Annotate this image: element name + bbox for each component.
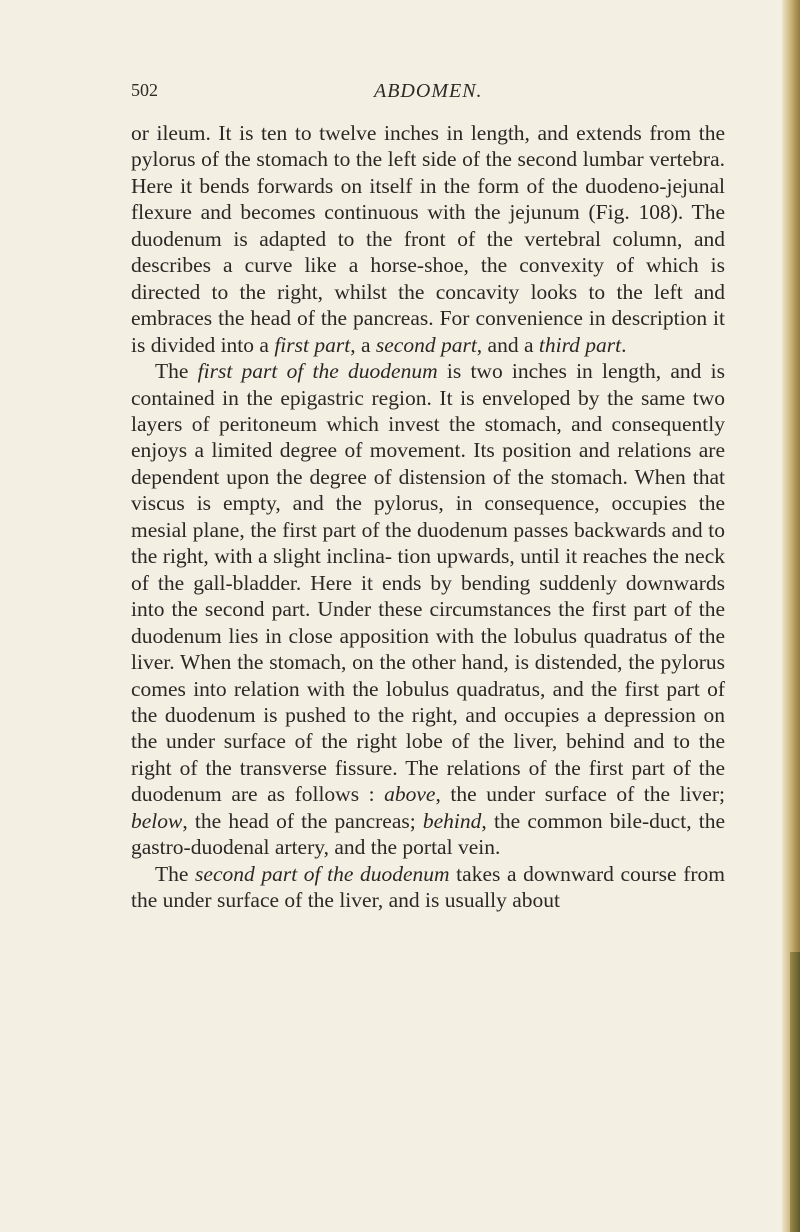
running-title: ABDOMEN. [374, 80, 483, 102]
text-run: or ileum. It is ten to twelve inches in length, and extends from the pylorus of the stomach to the left side of the second lumbar vertebra. Here it bends forwards on itself in the form of the duodeno-jejunal flexure and becomes continuous with the jejunum (Fig. 108). The duodenum is adapted to the front of the vertebral column, and describes a curve like a horse-shoe, the convexity of which is directed to the right, whilst the concavity looks to the left and embraces the head of the pancreas. For convenience in description it is divided into a [131, 121, 725, 357]
text-run: The [155, 359, 198, 384]
italic-term: third part [538, 332, 622, 357]
text-run: , and a [476, 332, 539, 357]
paragraph [131, 358, 725, 861]
text-run: , the head of the pancreas; [182, 808, 423, 833]
text-run: . [621, 332, 627, 357]
italic-term: second part [375, 332, 477, 357]
italic-term: first part [274, 332, 351, 357]
text-run: , the under surface of the liver; [435, 782, 725, 807]
italic-term: above [384, 782, 436, 807]
italic-term: first part of the duodenum [197, 359, 438, 384]
body-text [131, 120, 725, 914]
page-header [131, 80, 731, 106]
paragraph [131, 861, 725, 914]
text-run: The [155, 861, 196, 886]
paragraph [131, 120, 725, 358]
italic-term: second part of the duodenum [195, 861, 450, 886]
text-run: , the common bile-duct, the gastro-duodenal artery, and the portal vein. [131, 808, 725, 860]
text-run: is two inches in length, and is contained in the epigastric region. It is enveloped by the same two layers of peritoneum which invest the stomach, and consequently enjoys a limited degree of movement. Its position and relations are dependent upon the degree of distension of the stomach. When that viscus is empty, and the pylorus, in consequence, occupies the mesial plane, the first part of the duodenum passes backwards and to the right, with a slight inclina- tion upwards, until it reaches the neck of the gall-bladder. Here it ends by bending suddenly downwards into the second part. Under these circumstances the first part of the duodenum lies in close apposition with the lobulus quadratus of the liver. When the stomach, on the other hand, is distended, the pylorus comes into relation with the lobulus quadratus, and the first part of the duodenum is pushed to the right, and occupies a depression on the under surface of the right lobe of the liver, behind and to the right of the transverse fissure. The relations of the first part of the duodenum are as follows : [131, 359, 725, 807]
italic-term: behind [422, 808, 482, 833]
book-spine-shadow [790, 952, 800, 1232]
text-run: takes a downward course from the under surface of the liver, and is usually about [131, 861, 725, 913]
page-number: 502 [131, 80, 158, 100]
text-run: , a [350, 332, 376, 357]
italic-term: below [131, 808, 183, 833]
